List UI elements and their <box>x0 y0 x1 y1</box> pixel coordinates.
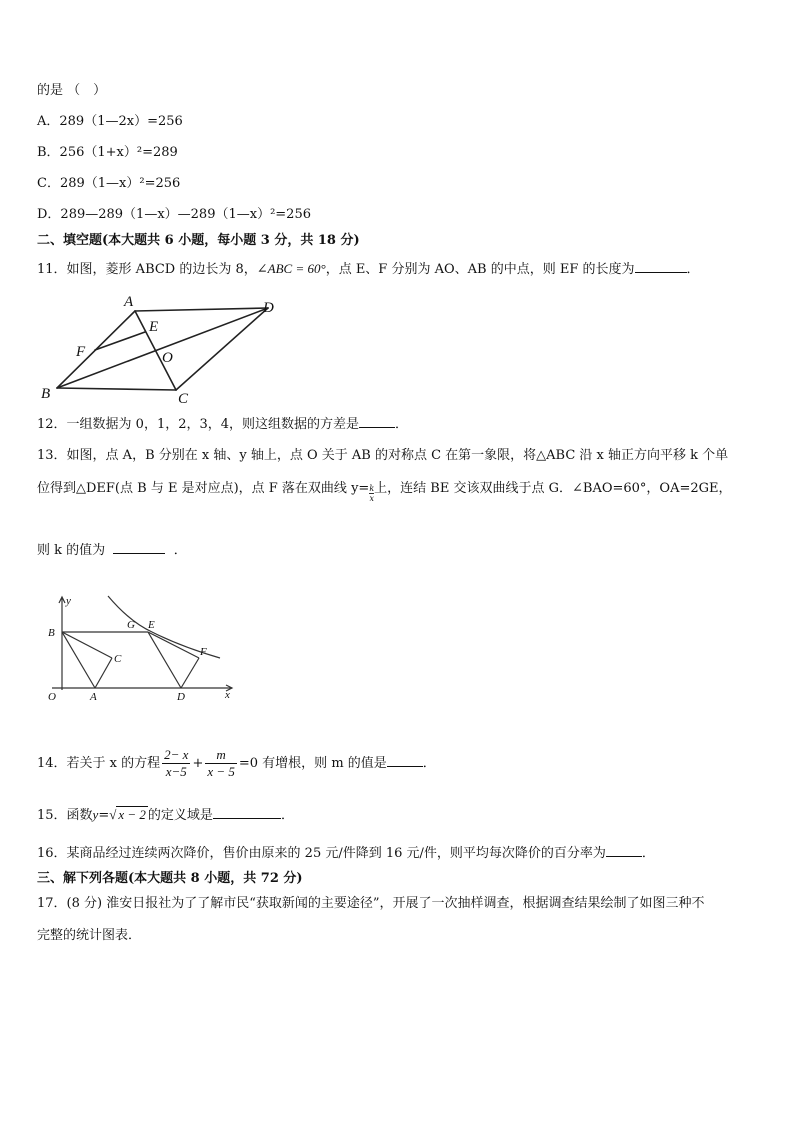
label-o: O <box>162 350 173 366</box>
q12-end: ． <box>395 417 409 432</box>
segment-fd <box>181 658 199 688</box>
q14-pre: 14．若关于 x 的方程 <box>37 756 161 771</box>
hyperbola-figure <box>42 592 242 707</box>
label-y: y <box>66 595 71 607</box>
q11-angle: ∠ABC = 60° <box>256 261 326 276</box>
question-12 <box>37 414 408 434</box>
answer-blank-q16[interactable] <box>606 843 642 857</box>
q15-post: 的定义域是 <box>147 808 213 823</box>
label-c: C <box>114 653 122 665</box>
label-e: E <box>148 619 155 631</box>
q10-option-d: D．289—289（1—x）—289（1—x）²=256 <box>37 207 311 222</box>
q13-line3 <box>37 540 187 560</box>
fraction-numerator: m <box>205 747 237 764</box>
side-ad <box>135 308 268 311</box>
q16-text: 16．某商品经过连续两次降价，售价由原来的 25 元/件降到 16 元/件，则平均每次降价的百分率为 <box>37 846 606 861</box>
label-c: C <box>178 391 189 407</box>
q13-line3-end: ． <box>173 543 187 558</box>
q15-sqrt <box>109 806 148 822</box>
q13-line3-pre: 则 k 的值为 <box>37 543 106 558</box>
q13-line2 <box>37 480 732 503</box>
q16-end: ． <box>641 846 655 861</box>
question-14 <box>37 744 436 784</box>
q13-line1: 13．如图，点 A，B 分别在 x 轴、y 轴上，点 O 关于 AB 的对称点 C 在第一象限，将△ABC 沿 x 轴正方向平移 k 个单 <box>37 448 729 463</box>
fraction-numerator: k <box>369 484 375 493</box>
label-f: F <box>76 344 86 360</box>
segment-ef <box>95 332 145 350</box>
q11-end: ． <box>686 262 700 277</box>
diagonal-bd <box>57 308 268 388</box>
rhombus-figure <box>35 290 285 408</box>
fraction-denominator: x <box>369 494 374 503</box>
q10-option-c: C．289（1—x）²=256 <box>37 176 181 191</box>
q15-y: y <box>92 807 99 822</box>
q13-line2-pre: 位得到△DEF(点 B 与 E 是对应点)，点 F 落在双曲线 y= <box>37 481 370 496</box>
label-b: B <box>48 627 55 639</box>
question-15 <box>37 805 294 825</box>
label-d: D <box>177 691 185 703</box>
answer-blank-q15[interactable] <box>213 805 281 819</box>
q15-radicand: x − 2 <box>118 807 146 822</box>
q10-option-b: B．256（1+x）²=289 <box>37 145 178 160</box>
q14-fraction-2 <box>205 747 237 780</box>
label-b: B <box>41 386 51 402</box>
question-11 <box>37 259 700 279</box>
q14-end: ． <box>422 756 436 771</box>
segment-ca <box>95 658 112 688</box>
q13-line2-post: 上，连结 BE 交该双曲线于点 G．∠BAO=60°，OA=2GE， <box>374 481 732 496</box>
label-e: E <box>149 319 159 335</box>
section3-heading: 三、解下列各题(本大题共 8 小题，共 72 分) <box>37 871 303 886</box>
label-a: A <box>124 294 134 310</box>
fraction-denominator: x − 5 <box>207 764 235 779</box>
q15-eq: = <box>98 808 110 823</box>
q17-line2: 完整的统计图表． <box>37 928 142 943</box>
fraction-numerator: 2− x <box>164 747 189 762</box>
label-x: x <box>225 689 230 701</box>
q11-post: ，点 E、F 分别为 AO、AB 的中点，则 EF 的长度为 <box>325 262 635 277</box>
label-o: O <box>48 691 56 703</box>
label-d: D <box>263 300 274 316</box>
q15-end: ． <box>280 808 294 823</box>
label-g: G <box>127 619 135 631</box>
q10-stem-tail: 的是 （ ） <box>37 83 107 98</box>
q14-fraction-1 <box>162 747 190 780</box>
q14-plus: + <box>192 756 204 771</box>
q15-pre: 15．函数 <box>37 808 93 823</box>
q10-option-a: A．289（1—2x）=256 <box>37 114 183 129</box>
question-16 <box>37 843 655 863</box>
label-f: F <box>200 646 207 658</box>
q11-pre: 11．如图，菱形 ABCD 的边长为 8， <box>37 262 257 277</box>
label-a: A <box>90 691 97 703</box>
side-dc <box>176 308 268 390</box>
section2-heading: 二、填空题(本大题共 6 小题，每小题 3 分，共 18 分) <box>37 233 360 248</box>
q12-text: 12．一组数据为 0，1，2，3，4，则这组数据的方差是 <box>37 417 360 432</box>
answer-blank-q13[interactable] <box>113 540 165 554</box>
answer-blank-q14[interactable] <box>387 753 423 767</box>
answer-blank-q11[interactable] <box>635 259 687 273</box>
radical-sign: √ <box>109 807 117 822</box>
q17-line1: 17．(8 分) 淮安日报社为了了解市民“获取新闻的主要途径”，开展了一次抽样调查，根据调查结果绘制了如图三种不 <box>37 896 705 911</box>
side-bc <box>57 388 176 390</box>
answer-blank-q12[interactable] <box>359 414 395 428</box>
fraction-denominator: x−5 <box>165 764 187 779</box>
q14-post: =0 有增根，则 m 的值是 <box>238 756 387 771</box>
